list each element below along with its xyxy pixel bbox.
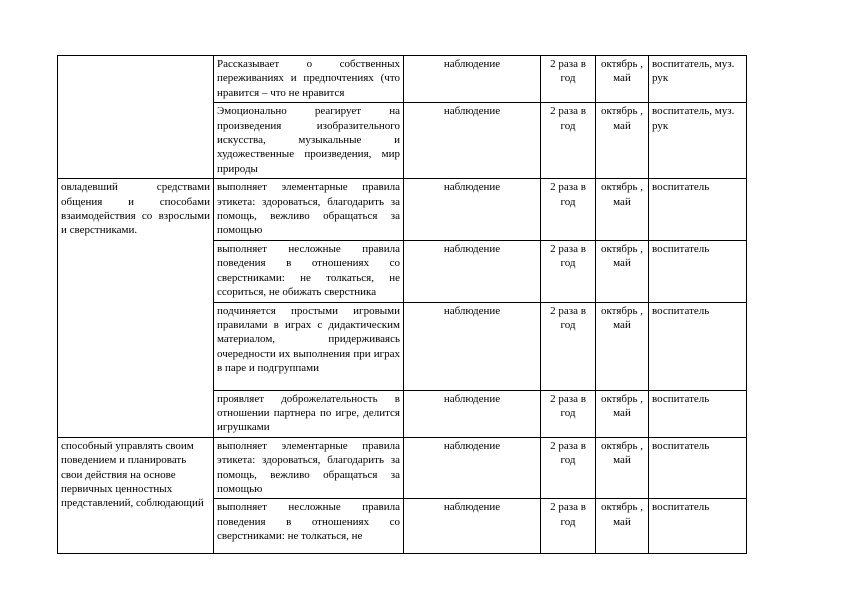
responsible-cell: воспитатель, муз. рук (649, 103, 747, 179)
method-cell: наблюдение (404, 179, 541, 241)
months-cell: октябрь , май (596, 302, 649, 390)
table-row (58, 179, 747, 241)
criteria-cell: проявляет доброжелательность в отношении партнера по игре, делится игрушками (214, 390, 404, 437)
category-cell: овладевший средствами общения и способами взаимодействия со взрослыми и сверстниками. (58, 179, 214, 437)
method-cell: наблюдение (404, 240, 541, 302)
responsible-cell: воспитатель (649, 437, 747, 499)
method-cell: наблюдение (404, 103, 541, 179)
frequency-cell: 2 раза в год (541, 302, 596, 390)
frequency-cell: 2 раза в год (541, 437, 596, 499)
months-cell: октябрь , май (596, 240, 649, 302)
months-cell: октябрь , май (596, 103, 649, 179)
months-cell: октябрь , май (596, 56, 649, 103)
responsible-cell: воспитатель (649, 240, 747, 302)
responsible-cell: воспитатель (649, 499, 747, 554)
criteria-cell: Эмоционально реагирует на произведения изобразительного искусства, музыкальные и художественные произведения, мир природы (214, 103, 404, 179)
months-cell: октябрь , май (596, 499, 649, 554)
criteria-cell: выполняет несложные правила поведения в отношениях со сверстниками: не толкаться, не (214, 499, 404, 554)
category-cell (58, 56, 214, 179)
criteria-cell: подчиняется простыми игровыми правилами в играх с дидактическим материалом, придерживаясь очередности их выполнения при играх в паре и подгруппами (214, 302, 404, 390)
responsible-cell: воспитатель (649, 390, 747, 437)
months-cell: октябрь , май (596, 437, 649, 499)
method-cell: наблюдение (404, 499, 541, 554)
frequency-cell: 2 раза в год (541, 179, 596, 241)
method-cell: наблюдение (404, 437, 541, 499)
criteria-cell: выполняет элементарные правила этикета: здороваться, благодарить за помощь, вежливо обращаться за помощью (214, 437, 404, 499)
criteria-cell: выполняет несложные правила поведения в отношениях со сверстниками: не толкаться, не ссориться, не обижать сверстника (214, 240, 404, 302)
responsible-cell: воспитатель (649, 302, 747, 390)
frequency-cell: 2 раза в год (541, 390, 596, 437)
frequency-cell: 2 раза в год (541, 56, 596, 103)
months-cell: октябрь , май (596, 390, 649, 437)
method-cell: наблюдение (404, 390, 541, 437)
frequency-cell: 2 раза в год (541, 499, 596, 554)
criteria-cell: выполняет элементарные правила этикета: здороваться, благодарить за помощь, вежливо обращаться за помощью (214, 179, 404, 241)
monitoring-table (57, 55, 747, 554)
months-cell: октябрь , май (596, 179, 649, 241)
responsible-cell: воспитатель, муз. рук (649, 56, 747, 103)
category-cell: способный управлять своим поведением и планировать свои действия на основе первичных ценностных представлений, соблюдающий (58, 437, 214, 554)
method-cell: наблюдение (404, 302, 541, 390)
responsible-cell: воспитатель (649, 179, 747, 241)
criteria-cell: Рассказывает о собственных переживаниях и предпочтениях (что нравится – что не нравится (214, 56, 404, 103)
frequency-cell: 2 раза в год (541, 240, 596, 302)
method-cell: наблюдение (404, 56, 541, 103)
table-row (58, 56, 747, 103)
frequency-cell: 2 раза в год (541, 103, 596, 179)
table-row (58, 437, 747, 499)
